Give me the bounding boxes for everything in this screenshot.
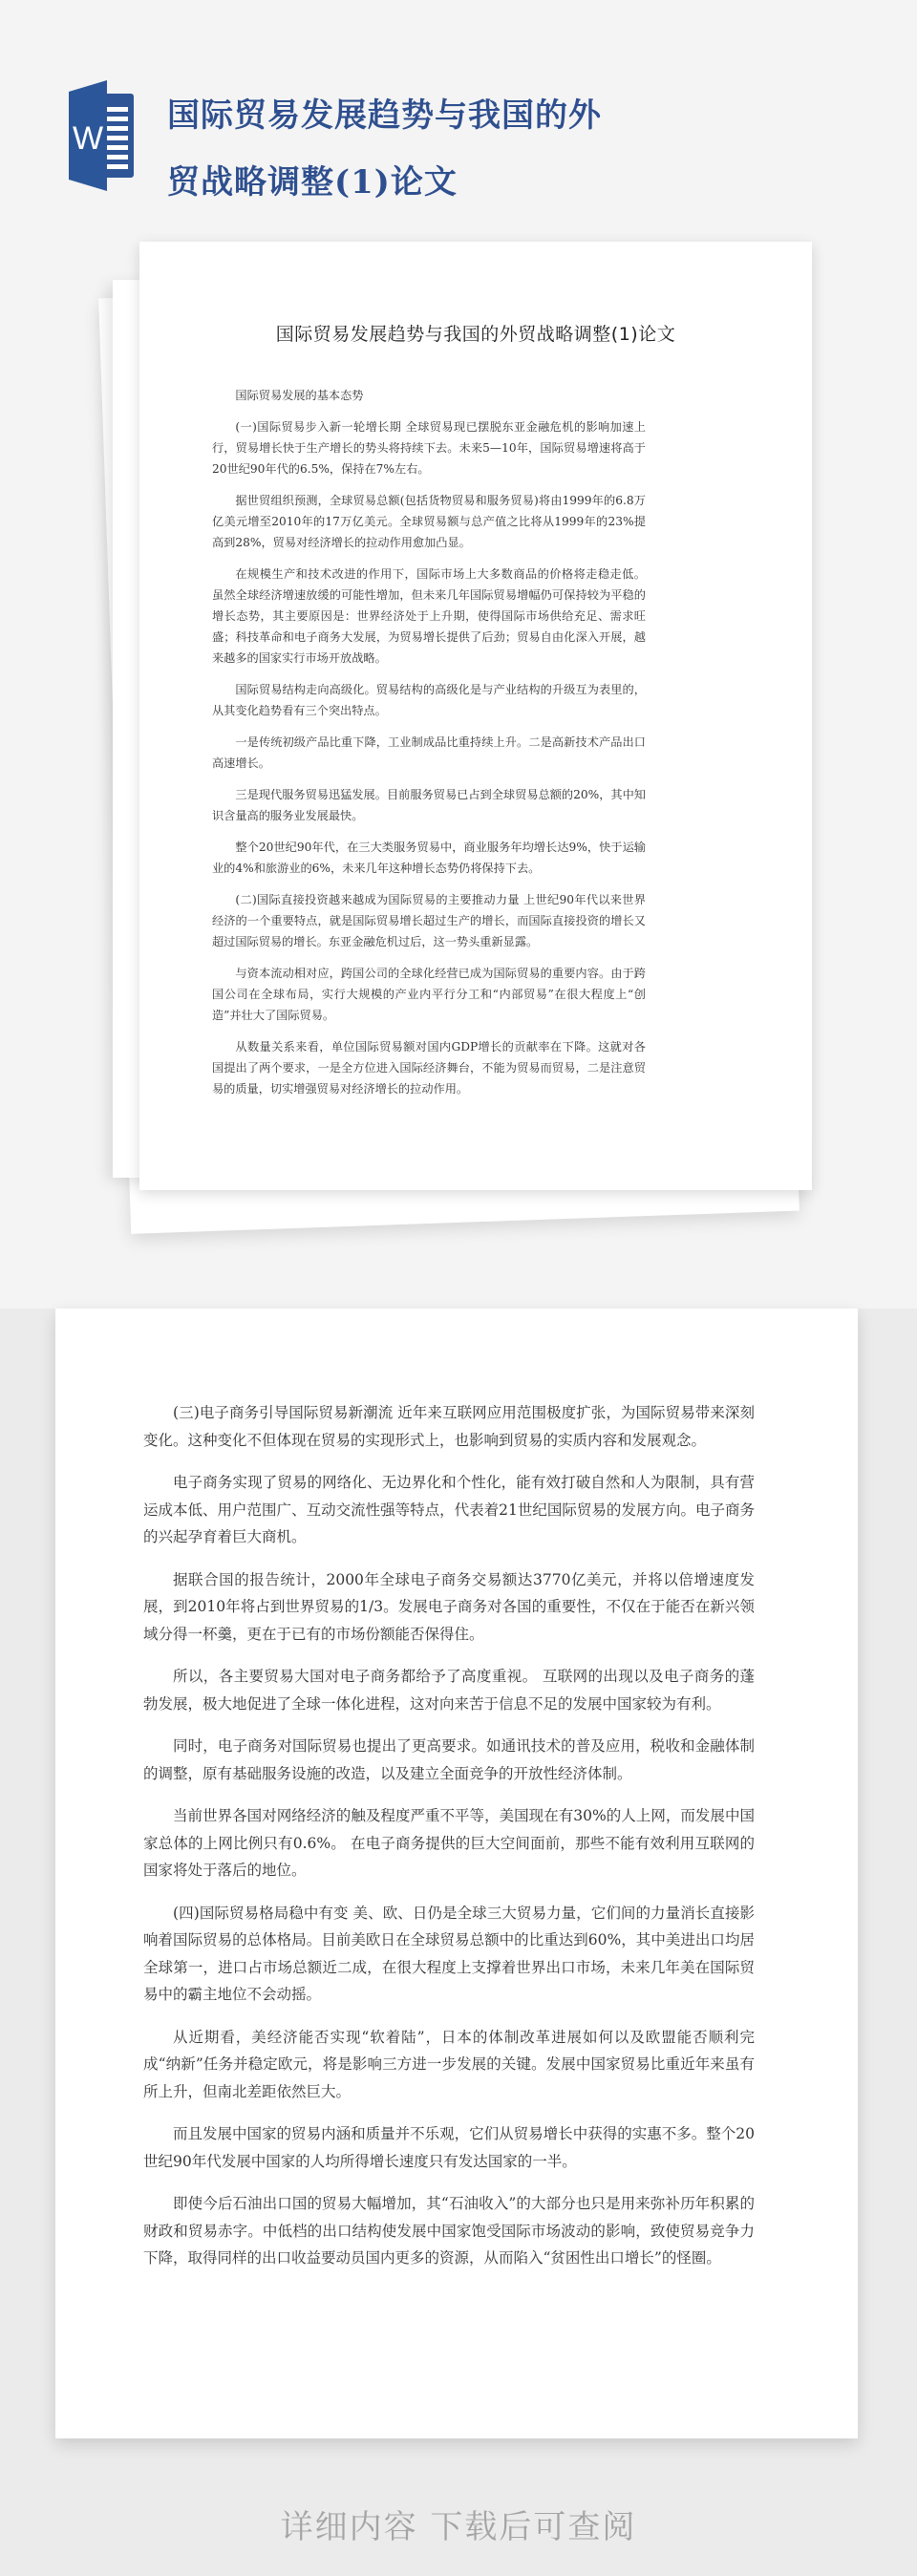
paragraph: 即使今后石油出口国的贸易大幅增加，其“石油收入”的大部分也只是用来弥补历年积累的财政和贸易赤字。中低档的出口结构使发展中国家饱受国际市场波动的影响，致使贸易竞争力下降，取得同样的出口收益要动员国内更多的资源，从而陷入“贫困性出口增长”的怪圈。 [143, 2195, 755, 2267]
paragraph: (四)国际贸易格局稳中有变 美、欧、日仍是全球三大贸易力量，它们间的力量消长直接影响着国际贸易的总体格局。目前美欧日在全球贸易总额中的比重达到60%，其中美进出口均居全球第一，进口占市场总额近二成，在很大程度上支撑着世界出口市场，未来几年美在国际贸易中的霸主地位不会动摇。 [143, 1904, 755, 2003]
paragraph: 当前世界各国对网络经济的触及程度严重不平等，美国现在有30%的人上网，而发展中国家总体的上网比例只有0.6%。 在电子商务提供的巨大空间面前，那些不能有效利用互联网的国家将处于落后的地位。 [143, 1807, 755, 1879]
page-title: 国际贸易发展趋势与我国的外贸战略调整(1)论文 [275, 324, 676, 345]
document-title-banner [167, 82, 798, 216]
paragraph: (一)国际贸易步入新一轮增长期 全球贸易现已摆脱东亚金融危机的影响加速上行，贸易增长快于生产增长的势头将持续下去。未来5—10年，国际贸易增速将高于20世纪90年代的6.5%，保持在7%左右。 [212, 420, 646, 476]
paragraph: 三是现代服务贸易迅猛发展。目前服务贸易已占到全球贸易总额的20%，其中知识含量高的服务业发展最快。 [212, 788, 646, 822]
download-notice: 详细内容 下载后可查阅 [280, 2508, 637, 2546]
paragraph: 据联合国的报告统计，2000年全球电子商务交易额达3770亿美元，并将以倍增速度发展，到2010年将占到世界贸易的1/3。发展电子商务对各国的重要性，不仅在于能否在新兴领域分得一杯羹，更在于已有的市场份额能否保得住。 [143, 1570, 755, 1643]
title-line-2: 贸战略调整(1)论文 [167, 163, 458, 202]
paragraph: 在规模生产和技术改进的作用下，国际市场上大多数商品的价格将走稳走低。 虽然全球经济增速放缓的可能性增加，但未来几年国际贸易增幅仍可保持较为平稳的增长态势，其主要原因是：世界经济处于上升期，使得国际市场供给充足、需求旺盛；科技革命和电子商务大发展，为贸易增长提供了后劲；贸易自由化深入开展，越来越多的国家实行市场开放战略。 [212, 567, 646, 665]
paragraph: 从数量关系来看，单位国际贸易额对国内GDP增长的贡献率在下降。这就对各国提出了两个要求，一是全方位进入国际经济舞台，不能为贸易而贸易，二是注意贸易的质量，切实增强贸易对经济增长的拉动作用。 [212, 1040, 646, 1096]
section-heading: 国际贸易发展的基本态势 [235, 389, 364, 402]
page-body [212, 385, 646, 1110]
paragraph: 从近期看，美经济能否实现“软着陆”，日本的体制改革进展如何以及欧盟能否顺利完成“纳新”任务并稳定欧元，将是影响三方进一步发展的关键。发展中国家贸易比重近年来虽有所上升，但南北差距依然巨大。 [143, 2028, 755, 2100]
paragraph: 据世贸组织预测，全球贸易总额(包括货物贸易和服务贸易)将由1999年的6.8万亿美元增至2010年的17万亿美元。全球贸易额与总产值之比将从1999年的23%提高到28%，贸易对经济增长的拉动作用愈加凸显。 [212, 494, 646, 549]
paragraph: 所以，各主要贸易大国对电子商务都给予了高度重视。 互联网的出现以及电子商务的蓬勃发展，极大地促进了全球一体化进程，这对向来苦于信息不足的发展中国家较为有利。 [143, 1668, 755, 1713]
paragraph: (二)国际直接投资越来越成为国际贸易的主要推动力量 上世纪90年代以来世界经济的一个重要特点，就是国际贸易增长超过生产的增长，而国际直接投资的增长又超过国际贸易的增长。东亚金融危机过后，这一势头重新显露。 [212, 893, 646, 948]
paragraph: 与资本流动相对应，跨国公司的全球化经营已成为国际贸易的重要内容。由于跨国公司在全球布局，实行大规模的产业内平行分工和“内部贸易”在很大程度上“创造”并壮大了国际贸易。 [212, 967, 646, 1022]
paragraph: 整个20世纪90年代，在三大类服务贸易中，商业服务年均增长达9%，快于运输业的4%和旅游业的6%，未来几年这种增长态势仍将保持下去。 [212, 841, 646, 875]
paragraph: 国际贸易结构走向高级化。贸易结构的高级化是与产业结构的升级互为表里的，从其变化趋势看有三个突出特点。 [212, 683, 646, 717]
paragraph: 电子商务实现了贸易的网络化、无边界化和个性化，能有效打破自然和人为限制，具有营运成本低、用户范围广、互动交流性强等特点，代表着21世纪国际贸易的发展方向。电子商务的兴起孕育着巨大商机。 [143, 1474, 755, 1545]
paragraph: 一是传统初级产品比重下降，工业制成品比重持续上升。二是高新技术产品出口高速增长。 [212, 735, 646, 770]
svg-text:W: W [72, 120, 104, 157]
page-body [143, 1399, 755, 2288]
document-page-2 [55, 1309, 858, 2438]
paragraph: 同时，电子商务对国际贸易也提出了更高要求。如通讯技术的普及应用，税收和金融体制的调整，原有基础服务设施的改造，以及建立全面竞争的开放性经济体制。 [143, 1737, 755, 1782]
document-page-1 [139, 242, 812, 1190]
word-document-icon [69, 80, 134, 191]
title-line-1: 国际贸易发展趋势与我国的外 [167, 96, 602, 135]
paragraph: 而且发展中国家的贸易内涵和质量并不乐观，它们从贸易增长中获得的实惠不多。整个20世纪90年代发展中国家的人均所得增长速度只有发达国家的一半。 [143, 2125, 755, 2170]
paragraph: (三)电子商务引导国际贸易新潮流 近年来互联网应用范围极度扩张，为国际贸易带来深刻变化。这种变化不但体现在贸易的实现形式上，也影响到贸易的实质内容和发展观念。 [143, 1404, 755, 1449]
